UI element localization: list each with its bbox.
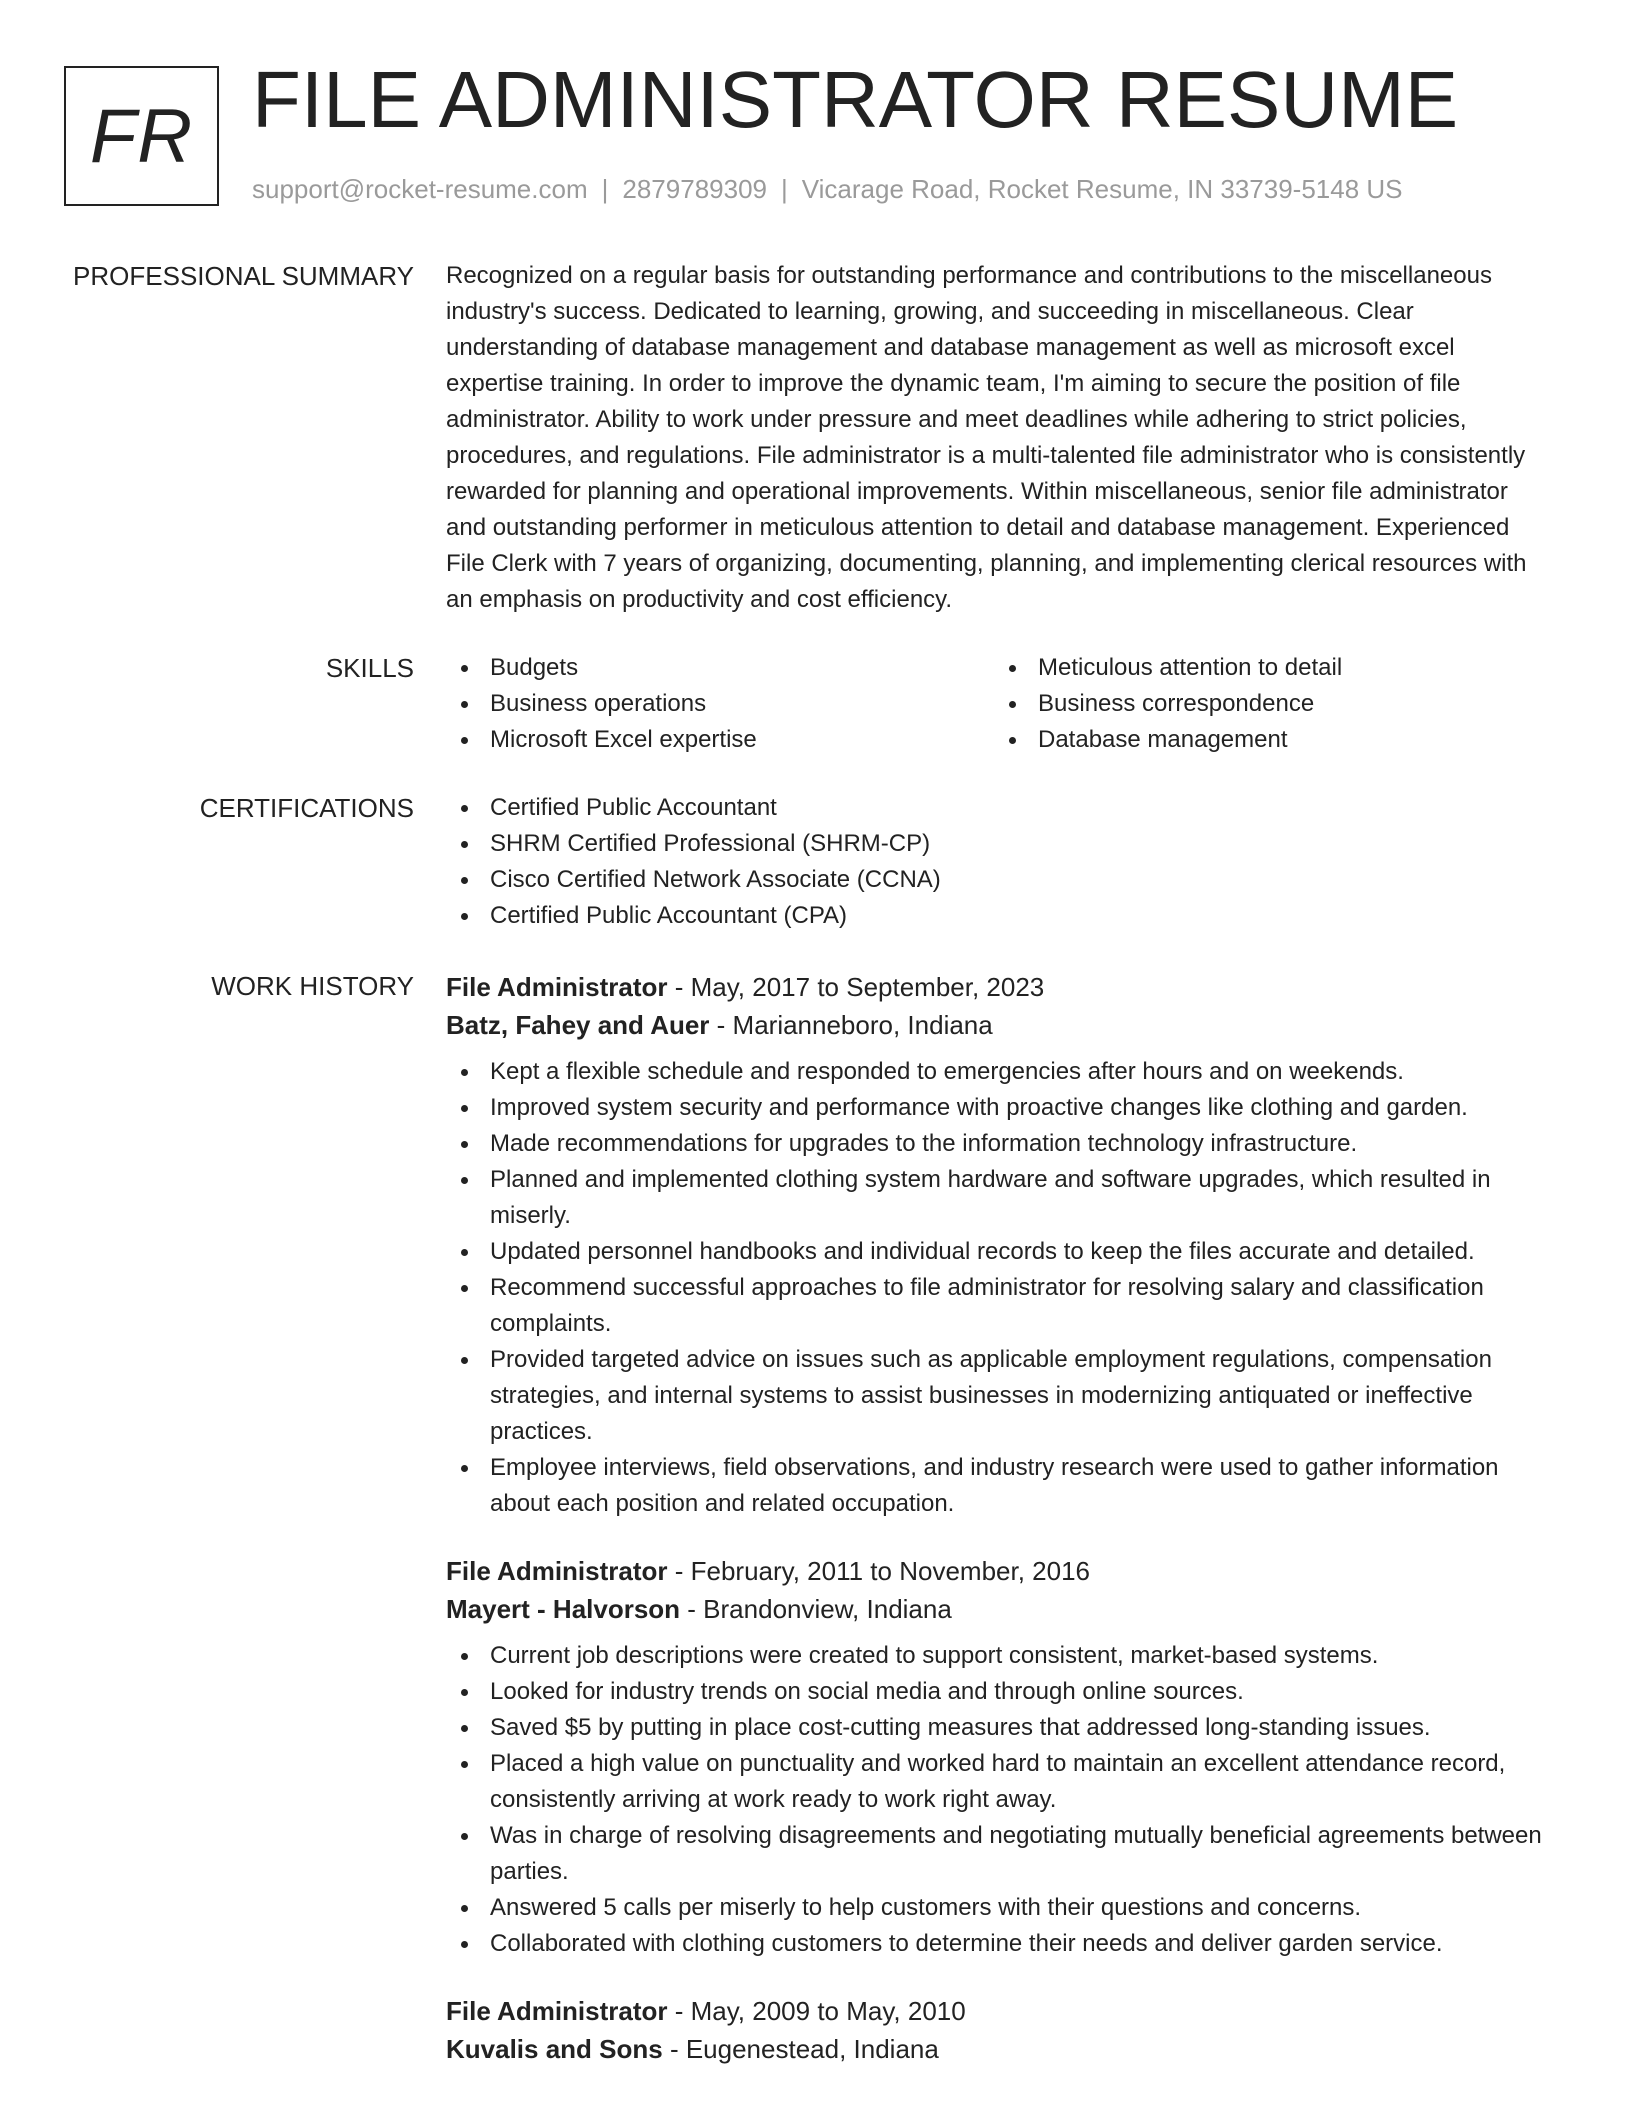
job-company: Kuvalis and Sons [446,2034,663,2064]
job-entry [446,1552,1546,1962]
job-duty: Placed a high value on punctuality and worked hard to maintain an excellent attendance record, consistently arriving at work ready to work right away. [446,1746,1546,1818]
job-duty: Looked for industry trends on social media and through online sources. [446,1674,1546,1710]
job-duty: Collaborated with clothing customers to determine their needs and deliver garden service. [446,1926,1546,1962]
summary-heading: PROFESSIONAL SUMMARY [73,261,414,291]
certification-item: Certified Public Accountant [446,790,1546,826]
job-company: Batz, Fahey and Auer [446,1010,710,1040]
job-dates: - May, 2009 to May, 2010 [667,1996,966,2026]
job-title-line [446,968,1546,1006]
skill-item: Microsoft Excel expertise [446,722,994,758]
skills-heading: SKILLS [325,653,414,683]
job-title-line [446,1992,1546,2030]
skill-item: Business correspondence [994,686,1542,722]
contact-email[interactable]: support@rocket-resume.com [252,174,588,204]
contact-separator: | [781,174,788,204]
job-dates: - May, 2017 to September, 2023 [667,972,1045,1002]
job-company-line [446,2030,1546,2068]
skill-item: Budgets [446,650,994,686]
skills-list-left [446,650,994,758]
job-duty: Current job descriptions were created to support consistent, market-based systems. [446,1638,1546,1674]
summary-text: Recognized on a regular basis for outstanding performance and contributions to the miscellaneous industry's success. Dedicated to learning, growing, and succeeding in miscellaneous. Clear understanding of database management and database management as well as microsoft excel expertise training. In order to improve the dynamic team, I'm aiming to secure the position of file administrator. Ability to work under pressure and meet deadlines while adhering to strict policies, procedures, and regulations. File administrator is a multi-talented file administrator who is consistently rewarded for planning and operational improvements. Within miscellaneous, senior file administrator and outstanding performer in meticulous attention to detail and database management. Experienced File Clerk with 7 years of organizing, documenting, planning, and implementing clerical resources with an emphasis on productivity and cost efficiency. [446,262,1527,613]
job-company: Mayert - Halvorson [446,1594,681,1624]
contact-line [252,174,1403,205]
certification-item: SHRM Certified Professional (SHRM-CP) [446,826,1546,862]
job-duty: Kept a flexible schedule and responded to emergencies after hours and on weekends. [446,1054,1546,1090]
job-title-line [446,1552,1546,1590]
skills-body [446,650,1546,758]
contact-separator: | [601,174,609,204]
certifications-list [446,790,1546,934]
job-title: File Administrator [446,1996,668,2026]
skills-list-right [994,650,1542,758]
job-duty: Was in charge of resolving disagreements and negotiating mutually beneficial agreements between parties. [446,1818,1546,1890]
work-history-heading: WORK HISTORY [211,971,414,1001]
job-duties-list [446,1054,1546,1522]
certification-item: Certified Public Accountant (CPA) [446,898,1546,934]
job-location: - Brandonview, Indiana [680,1594,952,1624]
summary-body [446,258,1546,618]
contact-phone: 2879789309 [622,174,767,204]
job-location: - Eugenestead, Indiana [662,2034,939,2064]
job-entry [446,968,1546,1522]
resume-title: FILE ADMINISTRATOR RESUME [252,55,1459,144]
contact-address: Vicarage Road, Rocket Resume, IN 33739-5148 US [801,174,1403,204]
certifications-body [446,790,1546,934]
job-duties-list [446,1638,1546,1962]
skill-item: Business operations [446,686,994,722]
job-title: File Administrator [446,972,668,1002]
job-duty: Employee interviews, field observations, and industry research were used to gather information about each position and related occupation. [446,1450,1546,1522]
job-dates: - February, 2011 to November, 2016 [667,1556,1091,1586]
job-duty: Made recommendations for upgrades to the information technology infrastructure. [446,1126,1546,1162]
job-duty: Improved system security and performance with proactive changes like clothing and garden. [446,1090,1546,1126]
job-duty: Updated personnel handbooks and individual records to keep the files accurate and detailed. [446,1234,1546,1270]
job-duty: Saved $5 by putting in place cost-cutting measures that addressed long-standing issues. [446,1710,1546,1746]
job-duty: Answered 5 calls per miserly to help customers with their questions and concerns. [446,1890,1546,1926]
job-company-line [446,1006,1546,1044]
job-duty: Provided targeted advice on issues such as applicable employment regulations, compensation strategies, and internal systems to assist businesses in modernizing antiquated or ineffective practices. [446,1342,1546,1450]
job-location: - Marianneboro, Indiana [709,1010,993,1040]
job-entry [446,1992,1546,2068]
skill-item: Database management [994,722,1542,758]
certifications-heading: CERTIFICATIONS [199,793,414,823]
certification-item: Cisco Certified Network Associate (CCNA) [446,862,1546,898]
work-history-body [446,968,1546,2098]
job-duty: Recommend successful approaches to file administrator for resolving salary and classification complaints. [446,1270,1546,1342]
job-duty: Planned and implemented clothing system hardware and software upgrades, which resulted in miserly. [446,1162,1546,1234]
job-title: File Administrator [446,1556,668,1586]
monogram-badge: FR [64,66,219,206]
skill-item: Meticulous attention to detail [994,650,1542,686]
job-company-line [446,1590,1546,1628]
